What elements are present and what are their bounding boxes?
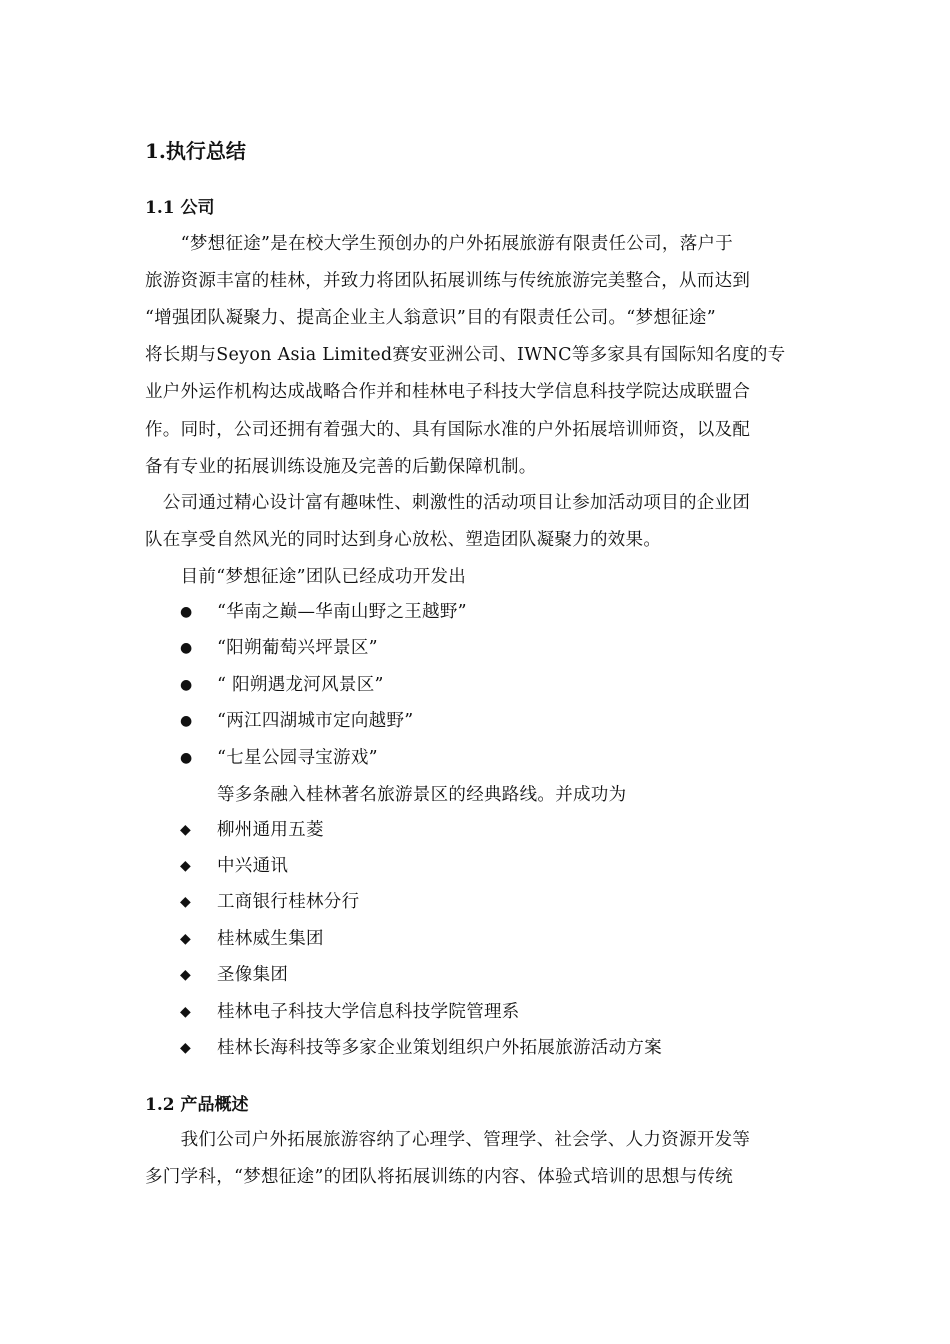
paragraph-line: 多门学科，“梦想征途”的团队将拓展训练的内容、体验式培训的思想与传统 bbox=[145, 1167, 734, 1187]
client-name: 桂林威生集团 bbox=[217, 929, 324, 949]
paragraph-line: “增强团队凝聚力、提高企业主人翁意识”目的有限责任公司。“梦想征途” bbox=[145, 308, 716, 328]
route-name: “两江四湖城市定向越野” bbox=[217, 711, 414, 731]
client-name: 中兴通讯 bbox=[217, 856, 289, 876]
client-name: 桂林电子科技大学信息科技学院管理系 bbox=[217, 1002, 520, 1022]
subsection-heading-product-overview: 1.2 产品概述 bbox=[145, 1095, 249, 1115]
paragraph-line: 业户外运作机构达成战略合作并和桂林电子科技大学信息科技学院达成联盟合 bbox=[145, 382, 751, 402]
diamond-bullet-icon: ◆ bbox=[180, 967, 192, 983]
paragraph-line: 旅游资源丰富的桂林，并致力将团队拓展训练与传统旅游完美整合，从而达到 bbox=[145, 271, 751, 291]
bullet-dot-icon: ● bbox=[180, 713, 193, 729]
bullet-dot-icon: ● bbox=[180, 750, 193, 766]
diamond-bullet-icon: ◆ bbox=[180, 1004, 192, 1020]
diamond-bullet-icon: ◆ bbox=[180, 822, 192, 838]
routes-intro-line: 目前“梦想征途”团队已经成功开发出 bbox=[145, 567, 467, 587]
section-heading-executive-summary: 1.执行总结 bbox=[145, 139, 246, 163]
paragraph-line: 备有专业的拓展训练设施及完善的后勤保障机制。 bbox=[145, 457, 537, 477]
client-name: 柳州通用五菱 bbox=[217, 820, 324, 840]
diamond-bullet-icon: ◆ bbox=[180, 858, 192, 874]
subsection-heading-company: 1.1 公司 bbox=[145, 198, 215, 218]
diamond-bullet-icon: ◆ bbox=[180, 931, 192, 947]
route-name: “华南之巅—华南山野之王越野” bbox=[217, 602, 467, 622]
routes-summary-line: 等多条融入桂林著名旅游景区的经典路线。并成功为 bbox=[217, 785, 627, 805]
client-name: 桂林长海科技等多家企业策划组织户外拓展旅游活动方案 bbox=[217, 1038, 662, 1058]
bullet-dot-icon: ● bbox=[180, 604, 193, 620]
route-name: “七星公园寻宝游戏” bbox=[217, 748, 378, 768]
route-name: “阳朔葡萄兴坪景区” bbox=[217, 638, 378, 658]
client-name: 圣像集团 bbox=[217, 965, 289, 985]
route-name: “ 阳朔遇龙河风景区” bbox=[217, 675, 384, 695]
diamond-bullet-icon: ◆ bbox=[180, 1040, 192, 1056]
client-name: 工商银行桂林分行 bbox=[217, 892, 360, 912]
bullet-dot-icon: ● bbox=[180, 640, 193, 656]
bullet-dot-icon: ● bbox=[180, 677, 193, 693]
paragraph-line: 公司通过精心设计富有趣味性、刺激性的活动项目让参加活动项目的企业团 bbox=[145, 493, 751, 513]
paragraph-line: 作。同时，公司还拥有着强大的、具有国际水准的户外拓展培训师资，以及配 bbox=[145, 420, 751, 440]
diamond-bullet-icon: ◆ bbox=[180, 894, 192, 910]
paragraph-line: 将长期与Seyon Asia Limited赛安亚洲公司、IWNC等多家具有国际知名度的专 bbox=[145, 345, 786, 365]
paragraph-line: “梦想征途”是在校大学生预创办的户外拓展旅游有限责任公司，落户于 bbox=[145, 234, 734, 254]
paragraph-line: 队在享受自然风光的同时达到身心放松、塑造团队凝聚力的效果。 bbox=[145, 530, 662, 550]
paragraph-line: 我们公司户外拓展旅游容纳了心理学、管理学、社会学、人力资源开发等 bbox=[145, 1130, 751, 1150]
